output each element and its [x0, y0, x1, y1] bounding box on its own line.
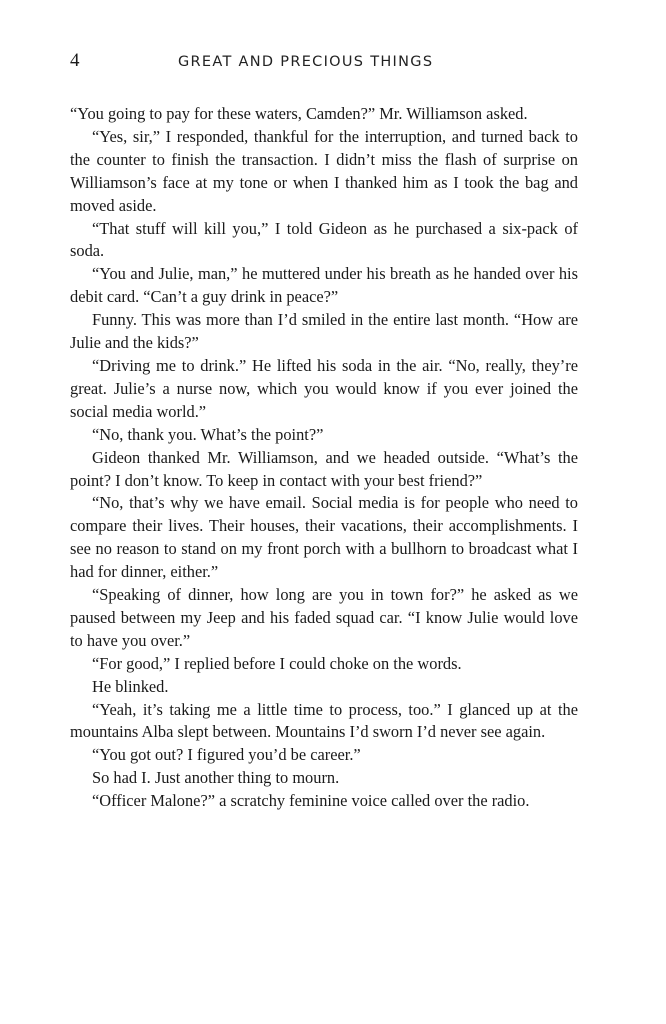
- paragraph: “No, thank you. What’s the point?”: [92, 424, 324, 444]
- page-header: [70, 50, 596, 76]
- paragraph: “That stuff will kill you,” I told Gideon as he purchased a six-pack of soda.: [70, 218, 578, 261]
- paragraph: So had I. Just another thing to mourn.: [92, 768, 340, 788]
- paragraph: “You got out? I figured you’d be career.”: [92, 745, 361, 765]
- page-number: 4: [70, 50, 80, 71]
- paragraph: He blinked.: [92, 676, 169, 696]
- paragraph: “Officer Malone?” a scratchy feminine voice called over the radio.: [92, 791, 530, 811]
- body-text: [70, 103, 578, 813]
- running-head-title: GREAT AND PRECIOUS THINGS: [178, 54, 434, 70]
- paragraph: Gideon thanked Mr. Williamson, and we headed outside. “What’s the point? I don’t know. To keep in contact with your best friend?”: [70, 447, 578, 490]
- paragraph: “For good,” I replied before I could choke on the words.: [92, 653, 462, 673]
- paragraph: “You and Julie, man,” he muttered under his breath as he handed over his debit card. “Can’t a guy drink in peace?”: [70, 264, 578, 307]
- paragraph: “Yeah, it’s taking me a little time to process, too.” I glanced up at the mountains Alba slept between. Mountains I’d sworn I’d never see again.: [70, 699, 578, 742]
- paragraph: “Yes, sir,” I responded, thankful for the interruption, and turned back to the counter to finish the transaction. I didn’t miss the flash of surprise on Williamson’s face at my tone or when I thanked him as I took the bag and moved aside.: [70, 126, 578, 215]
- paragraph: “Driving me to drink.” He lifted his soda in the air. “No, really, they’re great. Julie’s a nurse now, which you would know if you ever joined the social media world.”: [70, 355, 578, 421]
- paragraph: Funny. This was more than I’d smiled in the entire last month. “How are Julie and the kids?”: [70, 310, 578, 353]
- paragraph: “Speaking of dinner, how long are you in town for?” he asked as we paused between my Jeep and his faded squad car. “I know Julie would love to have you over.”: [70, 585, 578, 650]
- paragraph: “You going to pay for these waters, Camden?” Mr. Williamson asked.: [70, 104, 528, 123]
- paragraph: “No, that’s why we have email. Social media is for people who need to compare their lives. Their houses, their vacations, their accomplishments. I see no reason to stand on my front porch with a bullhorn to broadcast what I had for dinner, either.”: [70, 493, 578, 582]
